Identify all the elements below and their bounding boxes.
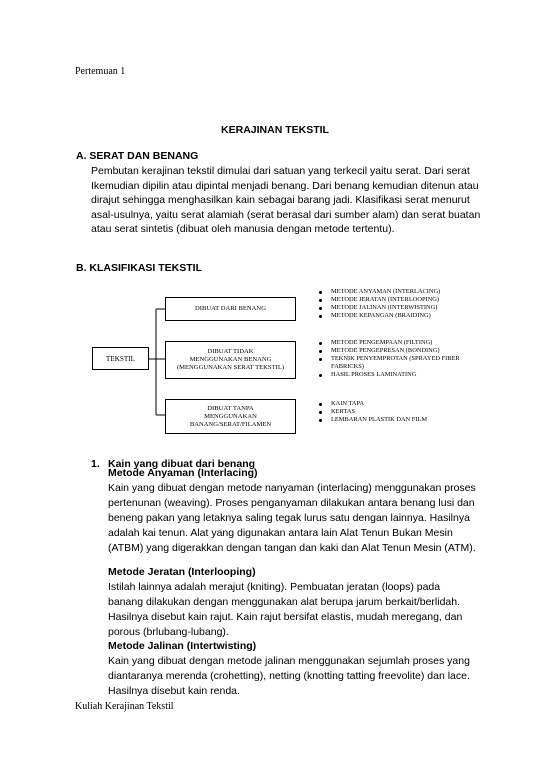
- branch-2-items: [318, 339, 473, 379]
- branch-1-items: [318, 288, 468, 320]
- list-item: METODE PENGEPRESAN (BONDING): [318, 347, 473, 355]
- section-b-heading: B. KLASIFIKASI TEKSTIL: [76, 262, 202, 274]
- page-title: KERAJINAN TEKSTIL: [221, 124, 329, 136]
- root-box-tekstil: [92, 347, 149, 370]
- list-item: METODE JERATAN (INTERLOOPING): [318, 296, 468, 304]
- method-anyaman-title: Metode Anyaman (Interlacing): [108, 467, 258, 479]
- list-item: METODE KEPANGAN (BRAIDING): [318, 312, 468, 320]
- item-1-number: 1.: [91, 458, 100, 470]
- method-jeratan-title: Metode Jeratan (Interlooping): [108, 566, 256, 578]
- item-1-heading: Kain yang dibuat dari benang: [108, 458, 256, 470]
- branch-3-items: [318, 400, 468, 424]
- list-item: METODE ANYAMAN (INTERLACING): [318, 288, 468, 296]
- list-item: TEKNIK PENYEMPROTAN (SPRAYED FIBER FABRICKS): [318, 355, 473, 371]
- section-a-heading: A. SERAT DAN BENANG: [76, 150, 199, 162]
- list-item: HASIL PROSES LAMINATING: [318, 371, 473, 379]
- page-header: Pertemuan 1: [75, 66, 126, 77]
- method-anyaman-text: Kain yang dibuat dengan metode nanyaman (interlacing) menggunakan proses pertenunan (weaving). Proses penganyaman dilakukan antara benang lusi dan beneng pakan yang letaknya saling tegak lurus satu dengan lainnya. Hasilnya adalah kai tenun. Alat yang digunakan antara lain Alat Tenun Bukan Mesin (ATBM) yang digerakkan dengan tangan dan kaki dan Alat Tenun Mesin (ATM).: [108, 482, 476, 554]
- branch-box-tidak-benang: [165, 341, 296, 379]
- method-jeratan-text: Istilah lainnya adalah merajut (kniting). Pembuatan jeratan (loops) pada banang dilakukan dengan menggunakan alat berupa jarum berkait/berlidah. Hasilnya disebut kain rajut. Kain rajut bersifat elastis, mudah meregang, dan porous (brlubang-lubang).: [108, 581, 463, 638]
- section-a-text: Pembutan kerajinan tekstil dimulai dari satuan yang terkecil yaitu serat. Dari serat Ikemudian dipilin atau dipintal menjadi benang. Dari benang kemudian ditenun atau dirajut sehingga menghasilkan kain sebagai barang jadi. Klasifikasi serat menurut asal-usulnya, yaitu serat alamiah (serat berasal dari sumber alam) dan serat buatan atau serat sintetis (dibuat oleh manusia dengan metode tertentu).: [91, 165, 481, 235]
- list-item: LEMBARAN PLASTIK DAN FILM: [318, 416, 468, 424]
- list-item: KERTAS: [318, 408, 468, 416]
- branch-box-tanpa-benang: [165, 399, 296, 434]
- list-item: METODE JALINAN (INTERWISTING): [318, 304, 468, 312]
- branch-label-tanpa-benang: DIBUAT TANPA MENGGUNAKAN BANANG/SERAT/FILAMEN: [189, 404, 272, 428]
- branch-label-tidak-benang: DIBUAT TIDAK MENGGUNAKAN BENANG (MENGGUNAKAN SERAT TEKSTIL): [176, 348, 285, 371]
- list-item: KAIN TAPA: [318, 400, 468, 408]
- method-jalinan-title: Metode Jalinan (Intertwisting): [108, 640, 257, 652]
- list-item: METODE PENGEMPAAN (FILTING): [318, 339, 473, 347]
- root-label: TEKSTIL: [105, 354, 136, 363]
- page-footer: Kuliah Kerajinan Tekstil: [75, 701, 174, 712]
- method-jalinan-text: Kain yang dibuat dengan metode jalinan menggunakan sejumlah proses yang diantaranya merenda (crohetting), netting (knotting tatting freevolite) dan lace. Hasilnya disebut kain renda.: [108, 655, 470, 697]
- branch-box-benang: [165, 297, 296, 321]
- branch-label-benang: DIBUAT DARI BENANG: [195, 305, 266, 312]
